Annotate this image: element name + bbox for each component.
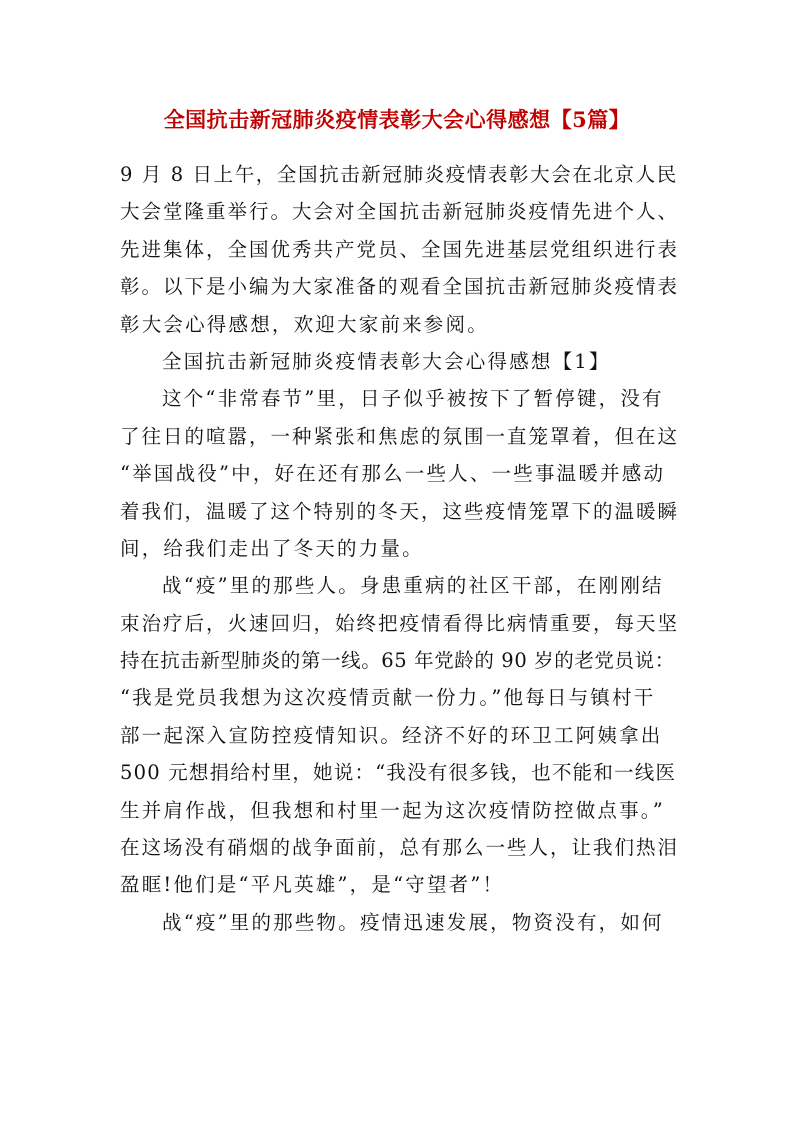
text-line: 了往日的喧嚣，一种紧张和焦虑的氛围一直笼罩着，但在这 [120, 424, 680, 448]
text-line: 在这场没有硝烟的战争面前，总有那么一些人，让我们热泪 [120, 836, 680, 860]
text-line: 盈眶!他们是“平凡英雄”，是“守望者”！ [120, 873, 505, 897]
text-line: 500 元想捐给村里，她说：“我没有很多钱，也不能和一线医 [120, 761, 677, 785]
text-line: 战“疫”里的那些人。身患重病的社区干部，在刚刚结 [162, 574, 664, 598]
text-line: 束治疗后，火速回归，始终把疫情看得比病情重要，每天坚 [120, 611, 680, 635]
text-line: 先进集体，全国优秀共产党员、全国先进基层党组织进行表 [120, 237, 680, 261]
text-line: “我是党员我想为这次疫情贡献一份力。”他每日与镇村干 [120, 686, 656, 710]
text-line: 战“疫”里的那些物。疫情迅速发展，物资没有，如何 [162, 910, 664, 934]
text-line: 彰。以下是小编为大家准备的观看全国抗击新冠肺炎疫情表 [120, 275, 680, 299]
text-line: 全国抗击新冠肺炎疫情表彰大会心得感想【1】 [162, 349, 611, 373]
text-line: 这个“非常春节”里，日子似乎被按下了暂停键，没有 [162, 387, 664, 411]
text-line: 间，给我们走出了冬天的力量。 [120, 536, 424, 560]
document-body [120, 156, 680, 941]
document-title: 全国抗击新冠肺炎疫情表彰大会心得感想【5篇】 [163, 107, 631, 132]
text-line: “举国战役”中，好在还有那么一些人、一些事温暖并感动 [120, 462, 666, 486]
text-line: 生并肩作战，但我想和村里一起为这次疫情防控做点事。” [120, 798, 665, 822]
text-line: 持在抗击新型肺炎的第一线。65 年党龄的 90 岁的老党员说： [120, 649, 675, 673]
text-line: 着我们，温暖了这个特别的冬天，这些疫情笼罩下的温暖瞬 [120, 499, 680, 523]
text-line: 9 月 8 日上午，全国抗击新冠肺炎疫情表彰大会在北京人民 [120, 163, 678, 186]
text-line: 大会堂隆重举行。大会对全国抗击新冠肺炎疫情先进个人、 [120, 200, 680, 224]
text-line: 部一起深入宣防控疫情知识。经济不好的环卫工阿姨拿出 [120, 723, 663, 747]
text-line: 彰大会心得感想，欢迎大家前来参阅。 [120, 312, 489, 336]
